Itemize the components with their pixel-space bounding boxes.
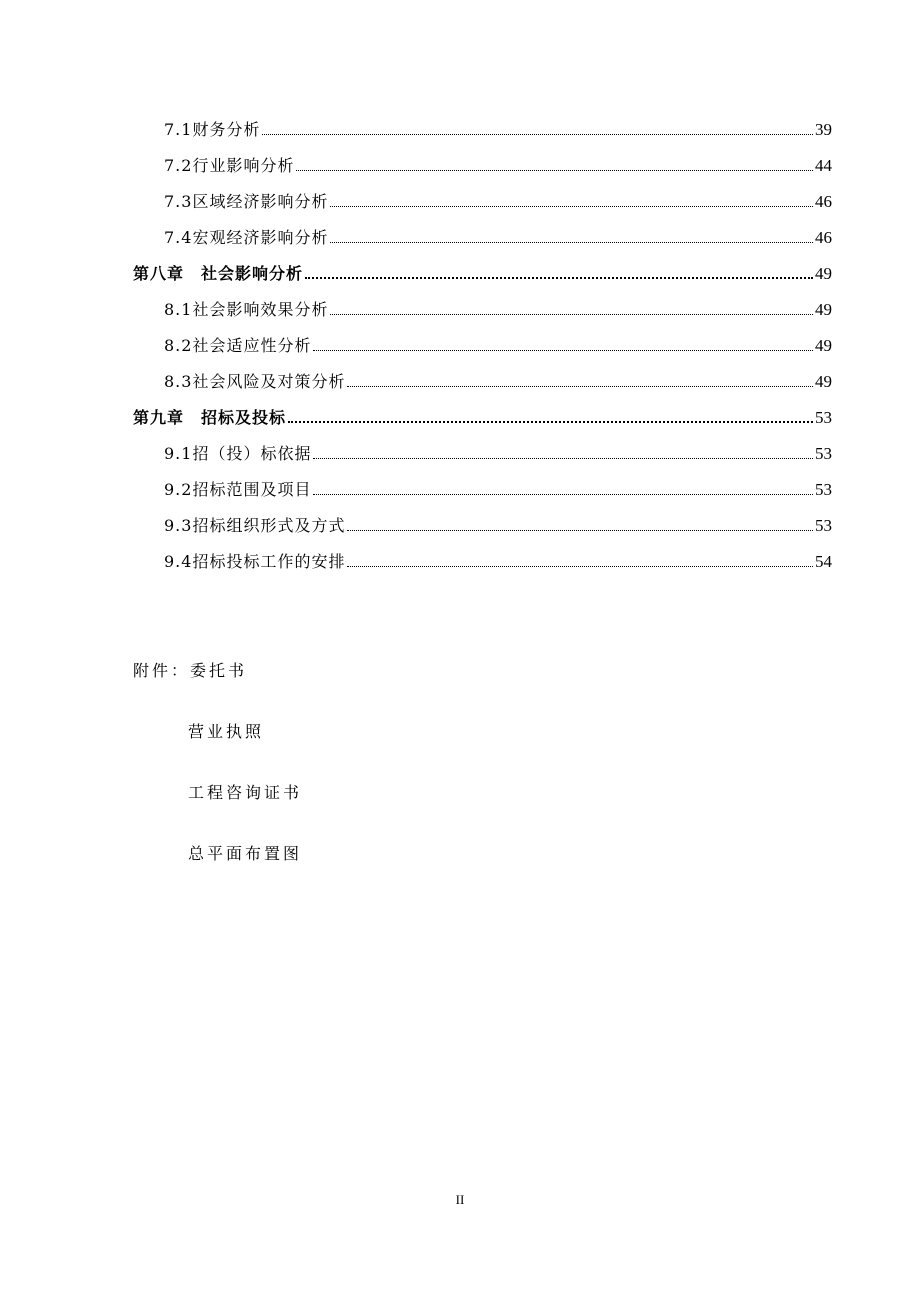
toc-dot-leader — [347, 386, 813, 387]
toc-entry-label: 8.3社会风险及对策分析 — [164, 372, 346, 391]
toc-entry-label: 8.1社会影响效果分析 — [164, 300, 329, 319]
toc-entry-page: 53 — [815, 516, 832, 535]
toc-entry-label: 9.3招标组织形式及方式 — [164, 516, 346, 535]
toc-dot-leader — [330, 314, 813, 315]
toc-entry-9-1[interactable] — [164, 440, 832, 464]
page-number: II — [455, 1192, 465, 1207]
toc-entry-page: 54 — [815, 552, 832, 571]
toc-entry-page: 49 — [815, 336, 832, 355]
toc-dot-leader — [288, 421, 813, 423]
toc-entry-label: 7.1财务分析 — [164, 120, 261, 139]
toc-chapter-page: 49 — [815, 264, 832, 283]
toc-dot-leader — [262, 134, 813, 135]
toc-dot-leader — [313, 494, 813, 495]
toc-entry-7-1[interactable] — [164, 116, 832, 140]
toc-entry-page: 46 — [815, 192, 832, 211]
toc-dot-leader — [330, 242, 813, 243]
toc-entry-page: 44 — [815, 156, 832, 175]
toc-entry-7-4[interactable] — [164, 224, 832, 248]
toc-entry-9-3[interactable] — [164, 512, 832, 536]
toc-entry-7-2[interactable] — [164, 152, 832, 176]
toc-dot-leader — [330, 206, 813, 207]
toc-entry-9-2[interactable] — [164, 476, 832, 500]
toc-chapter-8[interactable] — [133, 260, 832, 284]
toc-entry-label: 9.2招标范围及项目 — [164, 480, 312, 499]
toc-dot-leader — [313, 458, 813, 459]
toc-dot-leader — [347, 566, 813, 567]
toc-chapter-label: 第九章 招标及投标 — [133, 408, 287, 427]
toc-entry-label: 7.3区域经济影响分析 — [164, 192, 329, 211]
toc-dot-leader — [296, 170, 813, 171]
toc-chapter-label: 第八章 社会影响分析 — [133, 264, 304, 283]
annex-item-business-license: 营业执照 — [188, 722, 265, 741]
toc-entry-page: 53 — [815, 480, 832, 499]
toc-dot-leader — [347, 530, 813, 531]
toc-dot-leader — [305, 277, 813, 279]
toc-entry-9-4[interactable] — [164, 548, 832, 572]
toc-entry-label: 9.1招（投）标依据 — [164, 444, 312, 463]
toc-entry-7-3[interactable] — [164, 188, 832, 212]
toc-entry-8-1[interactable] — [164, 296, 832, 320]
toc-entry-label: 8.2社会适应性分析 — [164, 336, 312, 355]
toc-entry-page: 49 — [815, 300, 832, 319]
toc-entry-8-2[interactable] — [164, 332, 832, 356]
toc-entry-label: 7.4宏观经济影响分析 — [164, 228, 329, 247]
toc-entry-8-3[interactable] — [164, 368, 832, 392]
toc-entry-label: 9.4招标投标工作的安排 — [164, 552, 346, 571]
toc-chapter-9[interactable] — [133, 404, 832, 428]
toc-entry-page: 53 — [815, 444, 832, 463]
annex-item-site-plan: 总平面布置图 — [188, 844, 303, 863]
annex-item-consulting-certificate: 工程咨询证书 — [188, 783, 303, 802]
toc-dot-leader — [313, 350, 813, 351]
toc-entry-page: 46 — [815, 228, 832, 247]
toc-entry-label: 7.2行业影响分析 — [164, 156, 295, 175]
annex-heading: 附件：委托书 — [133, 661, 248, 680]
toc-entry-page: 39 — [815, 120, 832, 139]
toc-entry-page: 49 — [815, 372, 832, 391]
toc-chapter-page: 53 — [815, 408, 832, 427]
